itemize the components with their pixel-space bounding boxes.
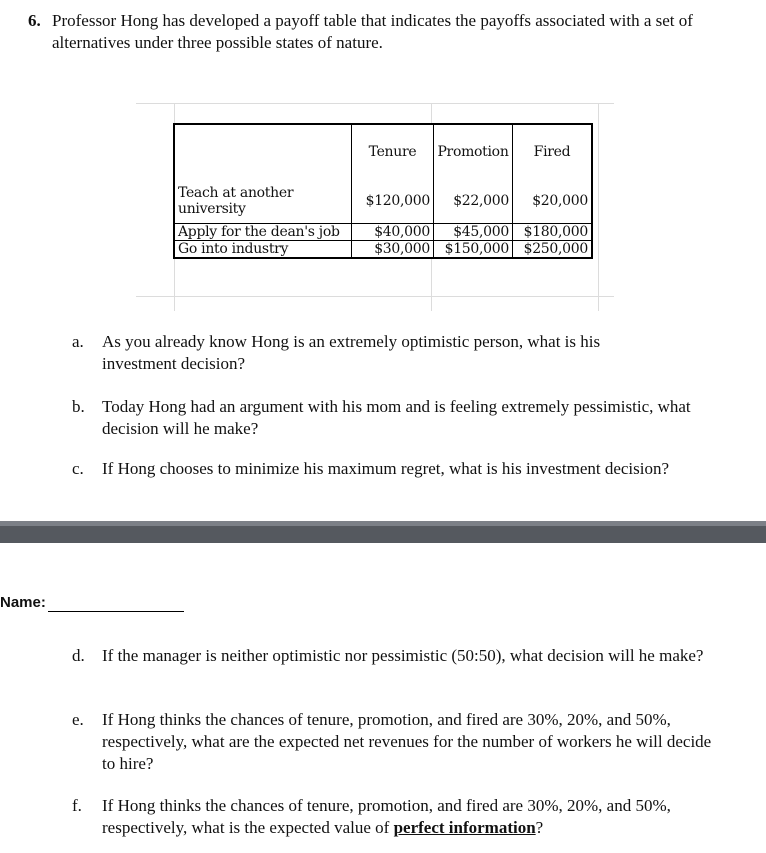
part-text: If Hong thinks the chances of tenure, promotion, and fired are 30%, 20%, and 50%, respectively, what is the expected value of perfect information?	[102, 796, 671, 837]
part-letter: b.	[72, 397, 85, 416]
row-label: Teach at another university	[174, 179, 352, 224]
table-cell: $40,000	[352, 224, 434, 241]
perfect-information-emphasis: perfect information	[393, 818, 536, 837]
page-divider	[0, 521, 766, 543]
table-header-row	[174, 124, 592, 179]
table-cell: $22,000	[434, 179, 513, 224]
table-corner-cell	[174, 124, 352, 179]
row-label: Apply for the dean's job	[174, 224, 352, 241]
part-text: If the manager is neither optimistic nor pessimistic (50:50), what decision will he make?	[102, 646, 704, 665]
name-field-line[interactable]	[48, 611, 184, 612]
table-row	[174, 241, 592, 259]
part-a	[72, 331, 732, 375]
table-row	[174, 179, 592, 224]
part-b	[72, 396, 732, 440]
part-letter: c.	[72, 459, 84, 478]
table-cell: $30,000	[352, 241, 434, 259]
table-row	[174, 224, 592, 241]
header-tenure: Tenure	[352, 124, 434, 179]
part-text: Today Hong had an argument with his mom and is feeling extremely pessimistic, what decision will he make?	[102, 397, 691, 438]
table-cell: $250,000	[513, 241, 593, 259]
table-cell: $180,000	[513, 224, 593, 241]
payoff-table	[173, 123, 593, 259]
part-text: As you already know Hong is an extremely optimistic person, what is his investment decision?	[102, 332, 601, 373]
table-cell: $150,000	[434, 241, 513, 259]
part-letter: a.	[72, 332, 84, 351]
part-d	[72, 645, 732, 667]
table-cell: $45,000	[434, 224, 513, 241]
part-letter: e.	[72, 710, 84, 729]
part-text: If Hong thinks the chances of tenure, promotion, and fired are 30%, 20%, and 50%, respectively, what are the expected net revenues for the number of workers he will decide to hire?	[102, 710, 712, 773]
question-number: 6.	[28, 11, 41, 30]
header-fired: Fired	[513, 124, 593, 179]
question-6	[28, 10, 748, 54]
part-f	[72, 795, 732, 839]
header-promotion: Promotion	[434, 124, 513, 179]
table-cell: $120,000	[352, 179, 434, 224]
part-letter: d.	[72, 646, 85, 665]
part-e	[72, 709, 732, 775]
question-text: Professor Hong has developed a payoff table that indicates the payoffs associated with a set of alternatives under three possible states of nature.	[52, 11, 693, 52]
name-label: Name:	[0, 594, 46, 611]
part-c	[72, 458, 732, 480]
table-cell: $20,000	[513, 179, 593, 224]
row-label: Go into industry	[174, 241, 352, 259]
part-letter: f.	[72, 796, 82, 815]
part-text: If Hong chooses to minimize his maximum regret, what is his investment decision?	[102, 459, 670, 478]
